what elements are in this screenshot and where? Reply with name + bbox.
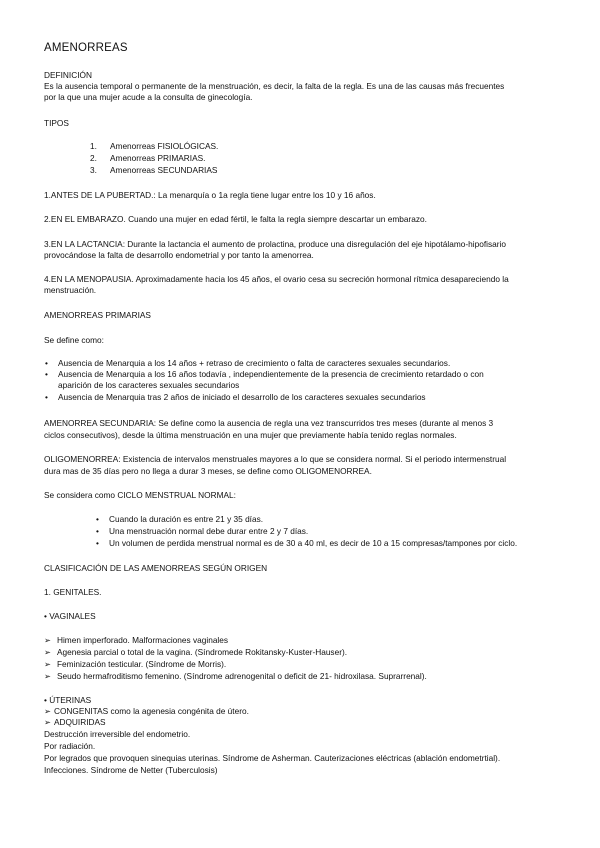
tipos-list-item: 2. Amenorreas PRIMARIAS.	[90, 153, 206, 163]
oligomenorrea-paragraph: OLIGOMENORREA: Existencia de intervalos menstruales mayores a lo que se considera normal. Si el periodo intermenstrual	[44, 454, 507, 464]
list-item: • Una menstruación normal debe durar entre 2 y 7 días.	[96, 526, 309, 536]
adquiridas-line: Infecciones. Síndrome de Netter (Tuberculosis)	[44, 765, 218, 775]
bullet-icon: •	[96, 526, 99, 536]
secundaria-paragraph: AMENORREA SECUNDARIA: Se define como la ausencia de regla una vez transcurridos tres meses (durante al menos 3	[44, 418, 494, 428]
bullet-icon: •	[96, 538, 99, 548]
vaginales-heading: • VAGINALES	[44, 611, 96, 621]
adquiridas-line: Destrucción irreversible del endometrio.	[44, 729, 191, 739]
list-item: ➢ Feminización testicular. (Síndrome de Morris).	[44, 659, 227, 669]
list-item: ➢ CONGENITAS como la agenesia congénita de útero.	[44, 706, 249, 716]
paragraph-pubertad: 1.ANTES DE LA PUBERTAD.: La menarquía o 1a regla tiene lugar entre los 10 y 16 años.	[44, 190, 376, 200]
clasificacion-heading: CLASIFICACIÓN DE LAS AMENORREAS SEGÚN ORIGEN	[44, 563, 268, 573]
list-item: • Cuando la duración es entre 21 y 35 días.	[96, 514, 264, 524]
tipos-heading: TIPOS	[44, 118, 69, 128]
paragraph-menopausia: 4.EN LA MENOPAUSIA. Aproximadamente hacia los 45 años, el ovario cesa su secreción hormonal rítmica desapareciendo la	[44, 274, 509, 284]
arrow-icon: ➢	[44, 635, 51, 645]
arrow-icon: ➢	[44, 659, 51, 669]
list-item: ➢ ADQUIRIDAS	[44, 717, 106, 727]
page-title: AMENORREAS	[44, 42, 128, 54]
arrow-icon: ➢	[44, 706, 51, 716]
uterinas-heading: • ÚTERINAS	[44, 695, 92, 705]
definicion-text-line: Es la ausencia temporal o permanente de la menstruación, es decir, la falta de la regla. Es una de las causas más frecuentes	[44, 81, 505, 91]
bullet-icon: •	[96, 514, 99, 524]
definicion-text-line: por la que una mujer acude a la consulta de ginecología.	[44, 92, 253, 102]
definicion-heading: DEFINICIÓN	[44, 70, 92, 80]
bullet-icon: •	[45, 392, 48, 402]
primarias-heading: AMENORREAS PRIMARIAS	[44, 310, 151, 320]
arrow-icon: ➢	[44, 717, 51, 727]
bullet-icon: •	[45, 369, 48, 379]
arrow-icon: ➢	[44, 671, 51, 681]
paragraph-lactancia: 3.EN LA LACTANCIA: Durante la lactancia el aumento de prolactina, produce una disregulación del eje hipotálamo-hipofisario	[44, 239, 506, 249]
list-item: • Un volumen de perdida menstrual normal es de 30 a 40 ml, es decir de 10 a 15 compresas/tampones por ciclo.	[96, 538, 518, 548]
adquiridas-line: Por radiación.	[44, 741, 96, 751]
adquiridas-line: Por legrados que provoquen sinequias uterinas. Síndrome de Asherman. Cauterizaciones eléctricas (ablación endometrtial).	[44, 753, 501, 763]
list-item: ➢ Seudo hermafroditismo femenino. (Síndrome adrenogenital o deficit de 21- hidroxilasa. Suprarrenal).	[44, 671, 427, 681]
secundaria-paragraph: ciclos consecutivos), desde la última menstruación en una mujer que previamente había tenido reglas normales.	[44, 430, 457, 440]
list-item: ➢ Agenesia parcial o total de la vagina. (Síndromede Rokitansky-Kuster-Hauser).	[44, 647, 348, 657]
list-item-continuation: aparición de los caracteres sexuales secundarios	[58, 380, 240, 390]
tipos-list-item: 3. Amenorreas SECUNDARIAS	[90, 165, 218, 175]
paragraph-menopausia: menstruación.	[44, 285, 97, 295]
arrow-icon: ➢	[44, 647, 51, 657]
list-item: ➢ Himen imperforado. Malformaciones vaginales	[44, 635, 229, 645]
list-item: • Ausencia de Menarquia a los 14 años + retraso de crecimiento o falta de caracteres sexuales secundarios.	[45, 358, 451, 368]
genitales-heading: 1. GENITALES.	[44, 587, 102, 597]
oligomenorrea-paragraph: dura mas de 35 días pero no llega a durar 3 meses, se define como OLIGOMENORREA.	[44, 466, 372, 476]
list-item: • Ausencia de Menarquia a los 16 años todavía , independientemente de la presencia de crecimiento retardado o con	[45, 369, 484, 379]
paragraph-lactancia: provocándose la falta de desarrollo endometrial y por tanto la amenorrea.	[44, 250, 314, 260]
primarias-intro: Se define como:	[44, 335, 104, 345]
paragraph-embarazo: 2.EN EL EMBARAZO. Cuando una mujer en edad fértil, le falta la regla siempre descartar un embarazo.	[44, 214, 427, 224]
ciclo-heading: Se considera como CICLO MENSTRUAL NORMAL:	[44, 490, 236, 500]
tipos-list-item: 1. Amenorreas FISIOLÓGICAS.	[90, 141, 219, 151]
bullet-icon: •	[45, 358, 48, 368]
list-item: • Ausencia de Menarquia tras 2 años de iniciado el desarrollo de los caracteres sexuales secundarios	[45, 392, 426, 402]
